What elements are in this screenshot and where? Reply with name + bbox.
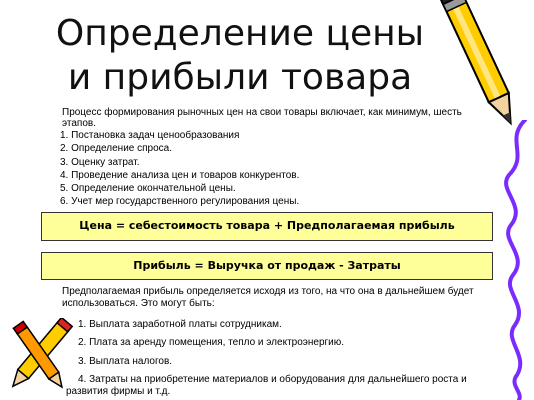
profit-description: Предполагаемая прибыль определяется исходя из того, на что она в дальнейшем будет использоваться. Это могут быть: bbox=[62, 286, 474, 309]
cost-item: 3. Выплата налогов. bbox=[78, 356, 173, 367]
pencil-icon bbox=[440, 0, 534, 140]
price-formula-box: Цена = себестоимость товара + Предполагаемая прибыль bbox=[41, 212, 493, 241]
slide-title: Определение цены и прибыли товара bbox=[55, 13, 425, 98]
pencils-icon bbox=[0, 318, 82, 400]
profit-formula-box: Прибыль = Выручка от продаж - Затраты bbox=[41, 252, 493, 280]
scribble-decoration-icon bbox=[495, 120, 534, 400]
list-item: 1. Постановка задач ценообразования bbox=[60, 130, 240, 141]
steps-list bbox=[60, 129, 299, 209]
cost-item: 2. Плата за аренду помещения, тепло и электроэнергию. bbox=[78, 337, 345, 348]
list-item: 4. Проведение анализа цен и товаров конкурентов. bbox=[60, 169, 300, 181]
list-item: 6. Учет мер государственного регулирования цены. bbox=[60, 196, 300, 208]
cost-item: 1. Выплата заработной платы сотрудникам. bbox=[78, 319, 282, 330]
cost-item: 4. Затраты на приобретение материалов и оборудования для дальнейшего роста и развития фирмы и т.д. bbox=[66, 374, 467, 397]
intro-text: Процесс формирования рыночных цен на свои товары включает, как минимум, шесть этапов. bbox=[62, 107, 462, 129]
list-item: 5. Определение окончательной цены. bbox=[60, 183, 236, 195]
list-item: 3. Оценку затрат. bbox=[60, 156, 140, 168]
list-item: 2. Определение спроса. bbox=[60, 143, 173, 155]
